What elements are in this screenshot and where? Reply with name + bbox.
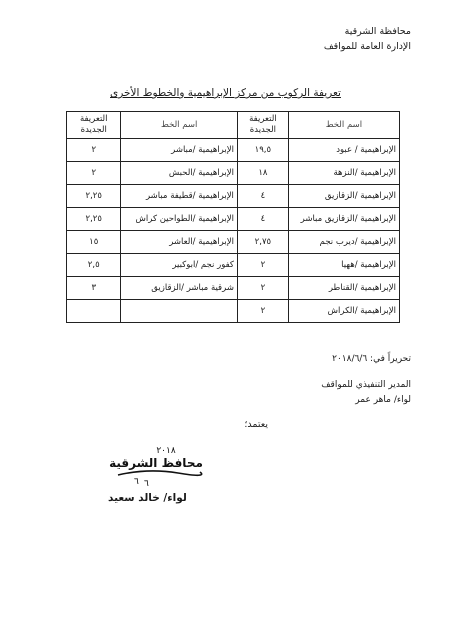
table-row (67, 300, 400, 323)
route-name: الإبراهيمية /الزقازيق (288, 185, 399, 208)
governor-name: لواء/ خالد سعيد (108, 492, 187, 504)
route-fare: ٣ (67, 277, 121, 300)
route-fare: ٢ (237, 254, 288, 277)
route-fare: ١٥ (67, 231, 121, 254)
route-fare: ١٨ (237, 162, 288, 185)
director-signature-block (321, 378, 411, 408)
route-name: الإبراهيمية /ههيا (288, 254, 399, 277)
route-name: الإبراهيمية /النزهة (288, 162, 399, 185)
governor-stamp (108, 442, 204, 488)
header-new-fare-left (67, 112, 121, 139)
route-name: الإبراهيمية /الكراش (288, 300, 399, 323)
table-row (67, 208, 400, 231)
governorate-name: محافظة الشرقية (344, 26, 411, 37)
route-name: الإبراهيمية /ديرب نجم (288, 231, 399, 254)
table-row (67, 254, 400, 277)
route-fare: ٢,٥ (67, 254, 121, 277)
header-fare-word: التعريفة (249, 114, 277, 124)
table-row (67, 277, 400, 300)
route-fare: ٢ (237, 300, 288, 323)
table-row (67, 185, 400, 208)
route-fare: ٢,٢٥ (67, 208, 121, 231)
route-fare: ٢,٢٥ (67, 185, 121, 208)
table-header-row (67, 112, 400, 139)
fare-table (66, 111, 400, 323)
route-name: الإبراهيمية /قطيفة مباشر (121, 185, 237, 208)
approval-label: يعتمد؛ (244, 419, 268, 430)
route-fare: ٢ (67, 139, 121, 162)
route-fare: ١٩,٥ (237, 139, 288, 162)
header-fare-word: التعريفة (79, 114, 108, 124)
route-name: الإبراهيمية /العاشر (121, 231, 237, 254)
route-name: كفور نجم /ابوكبير (121, 254, 237, 277)
route-fare: ٢,٧٥ (237, 231, 288, 254)
route-name: الإبراهيمية /الطواحين كراش (121, 208, 237, 231)
director-name: لواء/ ماهر عمر (355, 395, 411, 405)
stamp-month: ٦ (144, 479, 149, 488)
document-title: تعريفة الركوب من مركز الإبراهيمية والخطوط الأخرى (110, 87, 341, 99)
header-new-word: الجديدة (80, 125, 107, 135)
letterhead (324, 24, 411, 54)
header-new-fare-right (237, 112, 288, 139)
header-new-word: الجديدة (249, 125, 276, 135)
stamp-title: محافظ الشرقية (109, 456, 203, 470)
table-row (67, 162, 400, 185)
route-fare (67, 300, 121, 323)
header-route-name-left: اسم الخط (121, 112, 237, 139)
route-fare: ٢ (67, 162, 121, 185)
header-route-name-right: اسم الخط (288, 112, 399, 139)
department-name: الإدارة العامة للمواقف (323, 41, 411, 52)
route-name: الإبراهيمية /مباشر (121, 139, 237, 162)
issue-date: تحريراً في: ٢٠١٨/٦/٦ (332, 354, 411, 364)
route-name (121, 300, 237, 323)
route-fare: ٢ (237, 277, 288, 300)
table-row (67, 139, 400, 162)
director-title: المدير التنفيذي للمواقف (321, 380, 411, 390)
table-row (67, 231, 400, 254)
route-name: شرقية مباشر /الزقازيق (121, 277, 237, 300)
route-name: الإبراهيمية /الحبش (121, 162, 237, 185)
route-name: الإبراهيمية /الزقازيق مباشر (288, 208, 399, 231)
stamp-day: ٦ (134, 477, 139, 487)
stamp-year: ٢٠١٨ (156, 446, 176, 456)
route-name: الإبراهيمية / عبود (288, 139, 399, 162)
route-fare: ٤ (237, 185, 288, 208)
signature-stroke (118, 471, 202, 475)
route-fare: ٤ (237, 208, 288, 231)
route-name: الإبراهيمية /القناطر (288, 277, 399, 300)
